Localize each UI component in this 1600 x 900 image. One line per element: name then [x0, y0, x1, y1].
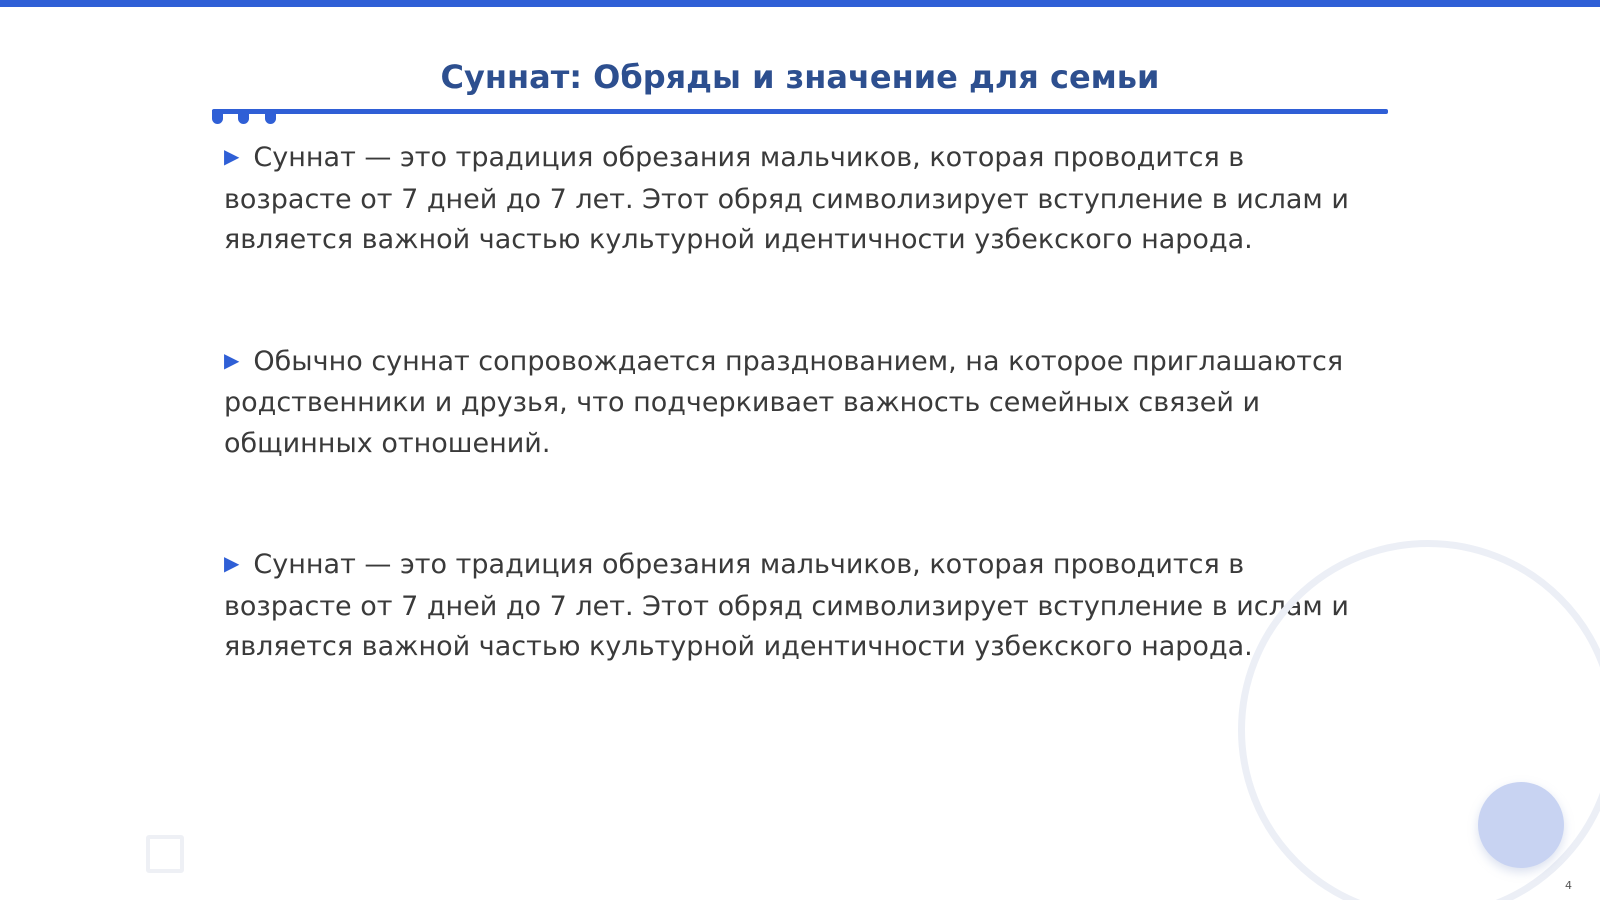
bullet-text: Суннат — это традиция обрезания мальчиков, которая проводится в возрасте от 7 дней до 7 лет. Этот обряд символизирует вступление в ислам и является важной частью культурной идентичности узбекского народа. — [224, 549, 1349, 662]
page-number: 4 — [1565, 879, 1572, 892]
bullet-text: Суннат — это традиция обрезания мальчиков, которая проводится в возрасте от 7 дней до 7 лет. Этот обряд символизирует вступление в ислам и является важной частью культурной идентичности узбекского народа. — [224, 142, 1349, 255]
title-underline — [212, 109, 1388, 114]
bullet-item — [224, 545, 1374, 668]
slide-title: Суннат: Обряды и значение для семьи — [440, 58, 1160, 96]
decorative-square — [146, 835, 184, 873]
bullet-text: Обычно суннат сопровождается празднованием, на которое приглашаются родственники и друзья, что подчеркивает важность семейных связей и общинных отношений. — [224, 345, 1344, 459]
decorative-circle — [1478, 782, 1564, 868]
decorative-dot — [212, 110, 223, 124]
decorative-dot — [265, 110, 276, 124]
decorative-dot — [238, 110, 249, 124]
bullet-item — [224, 342, 1374, 465]
bullet-list — [224, 138, 1374, 749]
triangle-bullet-icon: ▶ — [224, 551, 240, 575]
bullet-item — [224, 138, 1374, 261]
triangle-bullet-icon: ▶ — [224, 144, 240, 168]
top-accent-bar — [0, 0, 1600, 7]
triangle-bullet-icon: ▶ — [224, 347, 240, 372]
